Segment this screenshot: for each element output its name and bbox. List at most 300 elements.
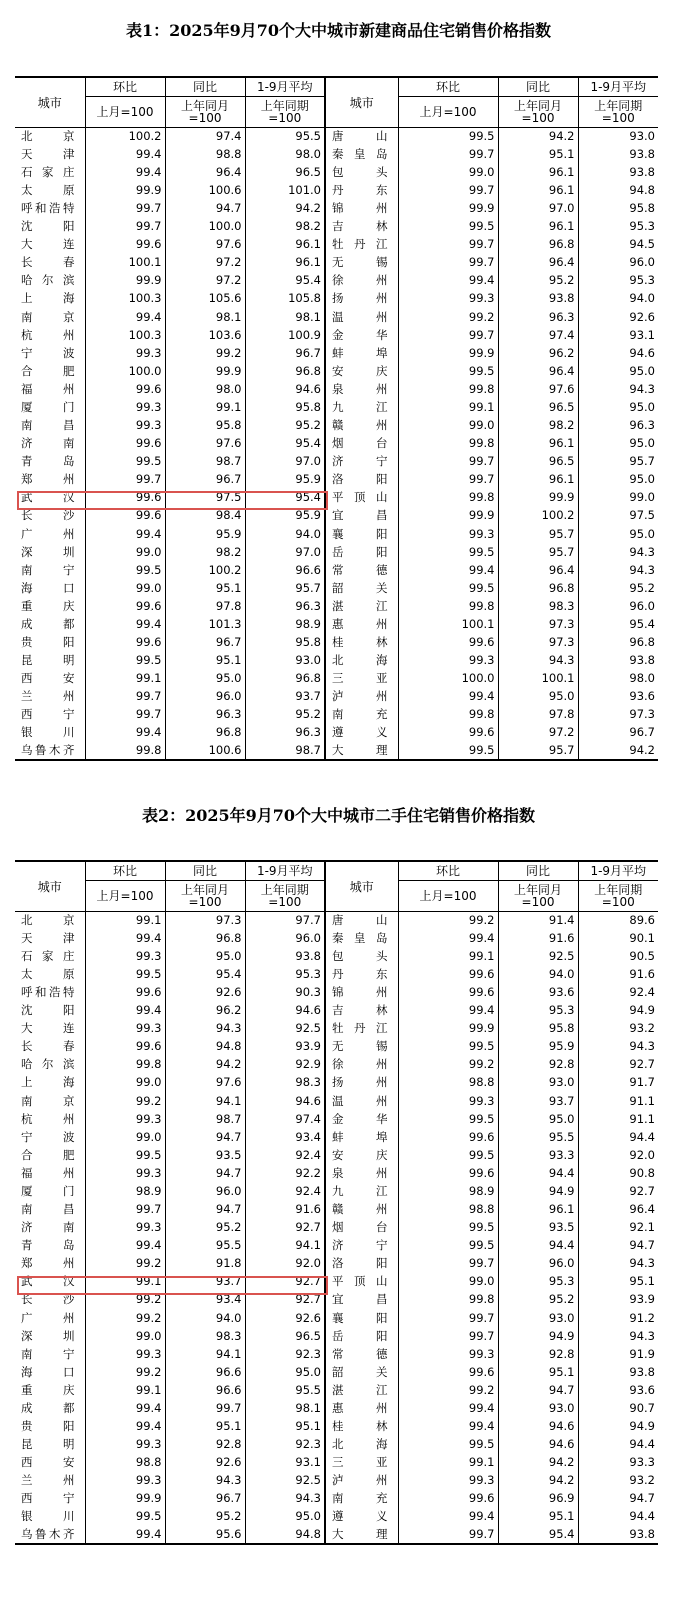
avg-index: 92.4 [245, 1183, 325, 1201]
yoy-index: 97.2 [498, 724, 578, 742]
city-name: 银川 [21, 1509, 75, 1524]
avg-index: 91.7 [578, 1074, 658, 1092]
mom-index: 99.2 [85, 1092, 165, 1110]
table-row [15, 146, 658, 164]
mom-index: 99.6 [85, 435, 165, 453]
yoy-index: 93.5 [165, 1147, 245, 1165]
table-row [15, 1056, 658, 1074]
yoy-index: 95.0 [165, 948, 245, 966]
mom-index: 99.3 [85, 417, 165, 435]
mom-base-label: 上月=100 [85, 881, 165, 912]
avg-index: 96.3 [578, 417, 658, 435]
avg-index: 96.6 [245, 561, 325, 579]
mom-index: 99.6 [85, 598, 165, 616]
avg-index: 95.7 [245, 579, 325, 597]
yoy-index: 94.2 [498, 1454, 578, 1472]
avg-index: 95.1 [578, 1273, 658, 1291]
yoy-index: 94.7 [165, 200, 245, 218]
avg-index: 92.7 [578, 1183, 658, 1201]
table-row [15, 706, 658, 724]
mom-header: 环比 [398, 861, 498, 881]
city-name: 平顶山 [325, 1273, 398, 1291]
mom-index: 99.6 [85, 236, 165, 254]
table-row [15, 344, 658, 362]
mom-index: 99.3 [85, 1110, 165, 1128]
mom-index: 100.0 [85, 363, 165, 381]
avg-index: 105.8 [245, 290, 325, 308]
avg-index: 95.0 [578, 363, 658, 381]
city-name: 泸州 [325, 688, 398, 706]
city-name: 大连 [21, 1021, 75, 1036]
avg-index: 93.9 [578, 1291, 658, 1309]
city-name: 赣州 [325, 1201, 398, 1219]
yoy-index: 95.8 [165, 417, 245, 435]
yoy-index: 100.6 [165, 742, 245, 760]
yoy-base-label: 上年同月 =100 [498, 97, 578, 128]
mom-index: 98.9 [85, 1183, 165, 1201]
city-name: 岳阳 [325, 1327, 398, 1345]
yoy-index: 97.3 [498, 634, 578, 652]
yoy-index: 95.3 [498, 1002, 578, 1020]
mom-index: 99.4 [85, 525, 165, 543]
mom-index: 99.3 [398, 1472, 498, 1490]
city-name: 石家庄 [21, 164, 75, 179]
yoy-index: 93.0 [498, 1074, 578, 1092]
mom-index: 99.0 [398, 1273, 498, 1291]
city-name: 烟台 [325, 435, 398, 453]
avg-index: 99.0 [578, 489, 658, 507]
mom-base-label: 上月=100 [85, 97, 165, 128]
mom-index: 99.4 [398, 930, 498, 948]
mom-index: 99.0 [85, 543, 165, 561]
mom-index: 99.3 [85, 399, 165, 417]
mom-index: 99.7 [398, 471, 498, 489]
yoy-index: 96.5 [498, 453, 578, 471]
avg-index: 95.2 [578, 579, 658, 597]
yoy-index: 97.4 [498, 326, 578, 344]
city-name: 宜昌 [325, 1291, 398, 1309]
table-row [15, 326, 658, 344]
mom-index: 99.9 [398, 507, 498, 525]
avg-index: 95.9 [245, 471, 325, 489]
mom-index: 99.3 [398, 1092, 498, 1110]
city-name: 乌鲁木齐 [15, 742, 85, 760]
yoy-index: 97.8 [498, 706, 578, 724]
mom-index: 99.7 [398, 182, 498, 200]
table-row [15, 1273, 658, 1291]
yoy-index: 95.1 [498, 146, 578, 164]
table-row [15, 1020, 658, 1038]
mom-index: 99.6 [85, 381, 165, 399]
yoy-index: 96.8 [165, 724, 245, 742]
mom-index: 99.8 [398, 598, 498, 616]
avg-base-label: 上年同期 =100 [245, 881, 325, 912]
yoy-index: 96.1 [498, 182, 578, 200]
city-name: 洛阳 [325, 1255, 398, 1273]
table-row [15, 742, 658, 760]
table-row [15, 164, 658, 182]
avg-index: 95.5 [245, 128, 325, 146]
city-name: 岳阳 [325, 543, 398, 561]
city-name: 郑州 [21, 472, 75, 487]
avg-index: 95.0 [578, 471, 658, 489]
table1-title: 表1：2025年9月70个大中城市新建商品住宅销售价格指数 [125, 21, 552, 40]
mom-index: 99.4 [85, 164, 165, 182]
city-name: 南京 [21, 1093, 75, 1108]
avg-index: 95.8 [578, 200, 658, 218]
avg-index: 92.6 [245, 1309, 325, 1327]
avg-index: 96.7 [578, 724, 658, 742]
yoy-base-label: 上年同月 =100 [165, 97, 245, 128]
table-row [15, 1291, 658, 1309]
mom-index: 99.9 [85, 272, 165, 290]
avg-index: 95.4 [245, 272, 325, 290]
yoy-index: 93.3 [498, 1147, 578, 1165]
city-name: 丹东 [325, 966, 398, 984]
city-name: 成都 [21, 1400, 75, 1415]
avg-index: 94.1 [245, 1237, 325, 1255]
avg-index: 96.0 [245, 930, 325, 948]
yoy-index: 94.0 [498, 966, 578, 984]
avg-index: 93.4 [245, 1128, 325, 1146]
table-row [15, 1309, 658, 1327]
city-name: 金华 [325, 326, 398, 344]
yoy-index: 95.2 [165, 1219, 245, 1237]
city-name: 长春 [21, 1039, 75, 1054]
city-name: 福州 [21, 381, 75, 396]
yoy-index: 95.2 [165, 1508, 245, 1526]
table-row [15, 308, 658, 326]
table-row [15, 363, 658, 381]
yoy-index: 96.1 [498, 164, 578, 182]
avg-index: 95.8 [245, 634, 325, 652]
avg-index: 93.7 [245, 688, 325, 706]
city-name: 长沙 [21, 1292, 75, 1307]
yoy-index: 98.1 [165, 308, 245, 326]
mom-index: 99.3 [85, 948, 165, 966]
avg-index: 93.6 [578, 688, 658, 706]
yoy-index: 94.6 [498, 1418, 578, 1436]
table-row [15, 561, 658, 579]
avg-index: 95.3 [245, 966, 325, 984]
mom-index: 99.5 [398, 1038, 498, 1056]
yoy-index: 97.2 [165, 254, 245, 272]
city-name: 济宁 [325, 1237, 398, 1255]
table-row [15, 1472, 658, 1490]
avg-index: 98.1 [245, 308, 325, 326]
yoy-header: 同比 [165, 77, 245, 97]
city-name: 包头 [325, 164, 398, 182]
yoy-index: 95.1 [498, 1363, 578, 1381]
city-name: 唐山 [325, 912, 398, 930]
mom-index: 99.3 [398, 1345, 498, 1363]
avg-index: 92.3 [245, 1436, 325, 1454]
avg-index: 94.6 [245, 1002, 325, 1020]
avg-index: 95.0 [245, 1508, 325, 1526]
table-row [15, 417, 658, 435]
yoy-index: 98.0 [165, 381, 245, 399]
city-name: 石家庄 [21, 948, 75, 963]
city-name: 哈尔滨 [21, 273, 75, 288]
yoy-index: 94.1 [165, 1092, 245, 1110]
avg-index: 90.5 [578, 948, 658, 966]
mom-index: 99.1 [398, 399, 498, 417]
mom-base-label: 上月=100 [398, 97, 498, 128]
avg-index: 93.0 [578, 128, 658, 146]
mom-index: 99.3 [85, 1436, 165, 1454]
mom-index: 99.3 [85, 1345, 165, 1363]
city-name: 上海 [21, 291, 75, 306]
mom-index: 99.4 [85, 1418, 165, 1436]
mom-index: 99.8 [398, 489, 498, 507]
mom-index: 99.0 [85, 1327, 165, 1345]
table-row [15, 930, 658, 948]
city-name: 牡丹江 [325, 236, 398, 254]
avg-index: 94.3 [578, 561, 658, 579]
city-name: 泉州 [325, 1165, 398, 1183]
table-row [15, 182, 658, 200]
mom-index: 99.6 [398, 1363, 498, 1381]
mom-index: 99.6 [85, 634, 165, 652]
city-name: 济宁 [325, 453, 398, 471]
avg-index: 94.3 [578, 1038, 658, 1056]
yoy-index: 94.3 [165, 1020, 245, 1038]
yoy-index: 94.1 [165, 1345, 245, 1363]
table-row [15, 1183, 658, 1201]
yoy-index: 94.3 [498, 652, 578, 670]
avg-base-label: 上年同期 =100 [578, 881, 658, 912]
mom-index: 99.5 [85, 966, 165, 984]
city-name: 平顶山 [325, 489, 398, 507]
table-row [15, 1165, 658, 1183]
yoy-index: 92.8 [165, 1436, 245, 1454]
city-name: 三亚 [325, 1454, 398, 1472]
avg-index: 93.8 [578, 164, 658, 182]
mom-index: 99.3 [398, 525, 498, 543]
city-name: 安庆 [325, 1147, 398, 1165]
yoy-index: 96.2 [498, 344, 578, 362]
mom-index: 99.8 [85, 742, 165, 760]
yoy-index: 97.4 [165, 128, 245, 146]
city-name: 洛阳 [325, 471, 398, 489]
city-name: 哈尔滨 [21, 1057, 75, 1072]
avg-index: 94.9 [578, 1002, 658, 1020]
avg-index: 96.3 [245, 598, 325, 616]
mom-index: 99.8 [398, 435, 498, 453]
yoy-index: 94.6 [498, 1436, 578, 1454]
mom-index: 99.5 [398, 128, 498, 146]
mom-index: 99.7 [85, 471, 165, 489]
avg-index: 92.7 [245, 1273, 325, 1291]
city-name: 天津 [21, 146, 75, 161]
table-row [15, 128, 658, 146]
yoy-index: 97.6 [165, 236, 245, 254]
city-name: 惠州 [325, 616, 398, 634]
avg-index: 90.3 [245, 984, 325, 1002]
table-row [15, 453, 658, 471]
city-name: 长春 [21, 255, 75, 270]
mom-index: 99.1 [85, 670, 165, 688]
city-name: 湛江 [325, 1382, 398, 1400]
mom-index: 99.5 [398, 1219, 498, 1237]
table-row [15, 1508, 658, 1526]
table-row [15, 1128, 658, 1146]
yoy-header: 同比 [498, 861, 578, 881]
mom-index: 99.8 [398, 1291, 498, 1309]
avg-index: 97.5 [578, 507, 658, 525]
city-name: 南充 [325, 706, 398, 724]
avg-index: 95.2 [245, 417, 325, 435]
avg-index: 100.9 [245, 326, 325, 344]
avg-index: 93.1 [245, 1454, 325, 1472]
table-row [15, 670, 658, 688]
yoy-index: 95.6 [165, 1526, 245, 1544]
table-row [15, 1327, 658, 1345]
yoy-index: 95.0 [498, 688, 578, 706]
avg-index: 94.8 [245, 1526, 325, 1544]
yoy-index: 99.1 [165, 399, 245, 417]
mom-index: 99.1 [85, 1273, 165, 1291]
mom-index: 99.4 [85, 724, 165, 742]
avg-index: 93.2 [578, 1472, 658, 1490]
yoy-index: 94.3 [165, 1472, 245, 1490]
avg-index: 94.9 [578, 1418, 658, 1436]
city-name: 重庆 [21, 1382, 75, 1397]
city-name: 宁波 [21, 345, 75, 360]
yoy-index: 96.8 [498, 236, 578, 254]
city-name: 南昌 [21, 418, 75, 433]
mom-index: 99.4 [85, 930, 165, 948]
avg-index: 98.0 [245, 146, 325, 164]
avg-index: 96.5 [245, 1327, 325, 1345]
city-name: 沈阳 [21, 1003, 75, 1018]
city-name: 西宁 [21, 1491, 75, 1506]
avg-index: 95.0 [578, 435, 658, 453]
city-name: 成都 [21, 616, 75, 631]
yoy-index: 97.2 [165, 272, 245, 290]
yoy-index: 97.3 [498, 616, 578, 634]
mom-index: 99.3 [85, 1020, 165, 1038]
avg-index: 92.0 [578, 1147, 658, 1165]
avg-index: 92.4 [578, 984, 658, 1002]
table2-title: 表2：2025年9月70个大中城市二手住宅销售价格指数 [141, 806, 536, 825]
city-name: 韶关 [325, 1363, 398, 1381]
table-row [15, 1400, 658, 1418]
mom-index: 99.3 [398, 290, 498, 308]
avg-index: 94.3 [578, 381, 658, 399]
avg-index: 89.6 [578, 912, 658, 930]
mom-index: 99.6 [398, 634, 498, 652]
mom-index: 98.9 [398, 1183, 498, 1201]
yoy-index: 97.0 [498, 200, 578, 218]
mom-index: 99.5 [398, 218, 498, 236]
avg-index: 95.0 [578, 399, 658, 417]
table-row [15, 1526, 658, 1544]
avg-index: 95.0 [578, 525, 658, 543]
yoy-index: 97.6 [165, 1074, 245, 1092]
mom-index: 99.4 [85, 308, 165, 326]
yoy-index: 96.6 [165, 1382, 245, 1400]
city-name: 太原 [21, 183, 75, 198]
table-row [15, 200, 658, 218]
mom-index: 99.4 [85, 1400, 165, 1418]
city-name: 襄阳 [325, 1309, 398, 1327]
city-name: 南充 [325, 1490, 398, 1508]
yoy-index: 93.7 [498, 1092, 578, 1110]
mom-header: 环比 [85, 861, 165, 881]
yoy-index: 99.2 [165, 344, 245, 362]
avg-index: 94.2 [578, 742, 658, 760]
yoy-index: 105.6 [165, 290, 245, 308]
avg-index: 96.0 [578, 254, 658, 272]
city-name: 温州 [325, 1092, 398, 1110]
yoy-index: 95.3 [498, 1273, 578, 1291]
avg-index: 92.1 [578, 1219, 658, 1237]
mom-index: 99.5 [398, 742, 498, 760]
mom-index: 99.4 [398, 1400, 498, 1418]
table-row [15, 688, 658, 706]
city-name: 济南 [21, 1220, 75, 1235]
mom-index: 99.6 [398, 966, 498, 984]
avg-index: 93.9 [245, 1038, 325, 1056]
mom-index: 99.3 [85, 1219, 165, 1237]
mom-index: 99.5 [85, 453, 165, 471]
city-header: 城市 [325, 77, 398, 128]
city-name: 海口 [21, 580, 75, 595]
avg-index: 94.4 [578, 1436, 658, 1454]
mom-index: 99.1 [85, 912, 165, 930]
yoy-index: 91.8 [165, 1255, 245, 1273]
yoy-index: 96.6 [165, 1363, 245, 1381]
city-name: 蚌埠 [325, 344, 398, 362]
mom-index: 99.7 [85, 688, 165, 706]
city-name: 武汉 [21, 1274, 75, 1289]
yoy-index: 100.0 [165, 218, 245, 236]
city-name: 广州 [21, 526, 75, 541]
mom-index: 99.6 [398, 1128, 498, 1146]
table-row [15, 1454, 658, 1472]
avg-index: 98.1 [245, 1400, 325, 1418]
mom-index: 99.4 [398, 1002, 498, 1020]
city-name: 海口 [21, 1364, 75, 1379]
city-name: 合肥 [21, 363, 75, 378]
table-row [15, 1092, 658, 1110]
yoy-index: 92.5 [498, 948, 578, 966]
city-header: 城市 [15, 77, 85, 128]
avg-index: 94.4 [578, 1128, 658, 1146]
avg-index: 97.0 [245, 543, 325, 561]
mom-index: 99.2 [85, 1309, 165, 1327]
mom-index: 99.4 [85, 1237, 165, 1255]
yoy-index: 99.7 [165, 1400, 245, 1418]
yoy-index: 96.1 [498, 1201, 578, 1219]
avg-index: 93.8 [578, 146, 658, 164]
yoy-index: 95.2 [498, 1291, 578, 1309]
mom-index: 99.4 [398, 272, 498, 290]
yoy-index: 95.0 [165, 670, 245, 688]
city-name: 桂林 [325, 1418, 398, 1436]
mom-index: 99.8 [398, 381, 498, 399]
yoy-index: 103.6 [165, 326, 245, 344]
yoy-index: 92.8 [498, 1345, 578, 1363]
mom-index: 99.6 [398, 1165, 498, 1183]
mom-index: 99.5 [398, 1436, 498, 1454]
city-name: 北京 [21, 129, 75, 144]
yoy-index: 95.7 [498, 742, 578, 760]
mom-index: 99.3 [85, 1472, 165, 1490]
city-name: 吉林 [325, 218, 398, 236]
table-row [15, 1418, 658, 1436]
